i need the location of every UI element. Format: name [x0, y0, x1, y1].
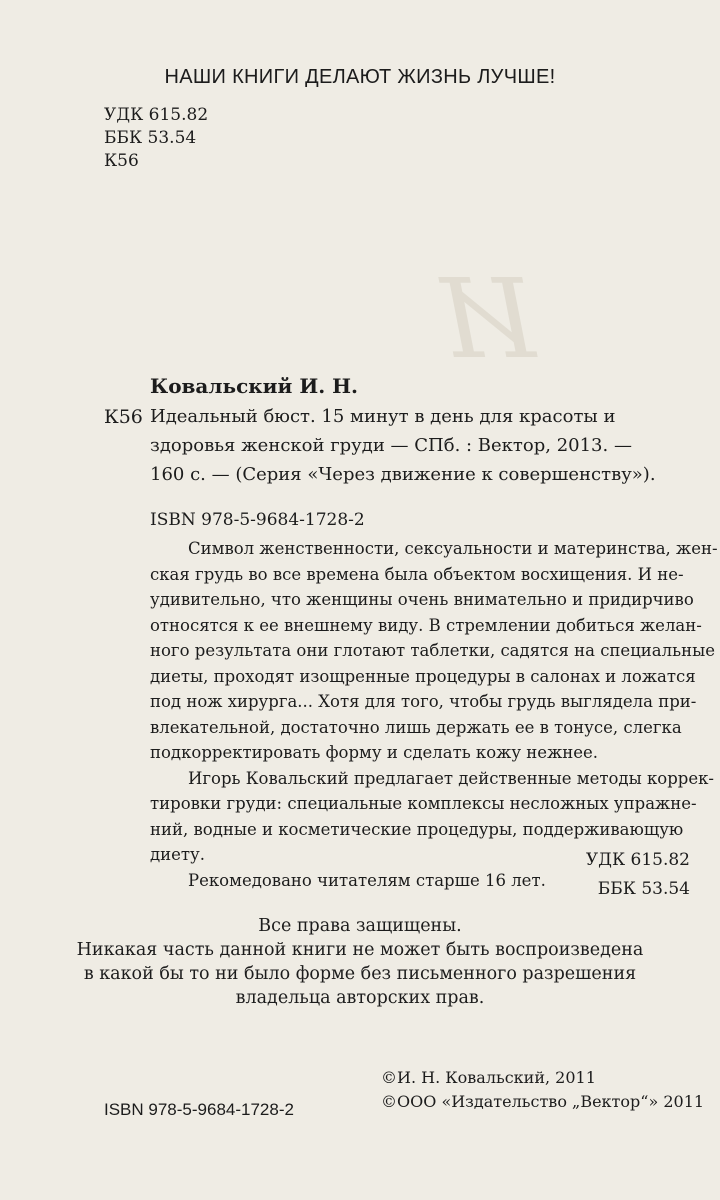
annotation-line: удивительно, что женщины очень внимательно и придирчиво	[150, 590, 694, 609]
author-code: К56	[104, 406, 143, 428]
bbk-code: ББК 53.54	[104, 128, 197, 148]
biblio-line: здоровья женской груди — СПб. : Вектор, 2013. —	[150, 435, 632, 456]
classification-codes-bottom	[586, 846, 690, 904]
annotation-line: подкорректировать форму и сделать кожу нежнее.	[150, 743, 599, 762]
udk-code: УДК 615.82	[104, 105, 209, 125]
annotation-line: диеты, проходят изощренные процедуры в салонах и ложатся	[150, 666, 696, 686]
copyright-author: ©И. Н. Ковальский, 2011	[381, 1068, 596, 1087]
isbn-footer: ISBN 978-5-9684-1728-2	[104, 1100, 294, 1119]
annotation-line: ного результата они глотают таблетки, садятся на специальные	[150, 641, 715, 660]
annotation-line: диету.	[150, 845, 206, 864]
annotation-line: влекательной, достаточно лишь держать ее в тонусе, слегка	[150, 717, 682, 737]
annotation-line: ская грудь во все времена была объектом восхищения. И не-	[150, 564, 684, 584]
isbn-main: ISBN 978-5-9684-1728-2	[150, 510, 365, 530]
annotation-line: ний, водные и косметические процедуры, поддерживающую	[150, 819, 684, 839]
publisher-slogan: НАШИ КНИГИ ДЕЛАЮТ ЖИЗНЬ ЛУЧШЕ!	[164, 66, 556, 88]
rights-line: Все права защищены.	[258, 916, 462, 936]
bibliographic-description	[150, 402, 695, 489]
rights-line: Никакая часть данной книги не может быть воспроизведена	[76, 940, 644, 960]
biblio-line: Идеальный бюст. 15 минут в день для красоты и	[150, 406, 616, 427]
annotation-line: Символ женственности, сексуальности и материнства, жен-	[188, 539, 718, 558]
udk-code: УДК 615.82	[585, 850, 690, 870]
copyright-publisher: ©ООО «Издательство „Вектор“» 2011	[381, 1092, 705, 1111]
copyright-block	[381, 1066, 704, 1114]
rights-line: владельца авторских прав.	[235, 988, 485, 1008]
age-restriction-note: Рекомедовано читателям старше 16 лет.	[188, 870, 546, 890]
annotation-line: под нож хирурга... Хотя для того, чтобы грудь выглядела при-	[150, 692, 697, 711]
author-mark: К56	[104, 151, 139, 171]
classification-codes-top	[104, 104, 208, 173]
annotation	[150, 536, 718, 893]
annotation-line: Игорь Ковальский предлагает действенные методы коррек-	[188, 768, 714, 788]
annotation-line: относятся к ее внешнему виду. В стремлении добиться желан-	[150, 615, 702, 635]
biblio-line: 160 с. — (Серия «Через движение к совершенству»).	[150, 464, 656, 485]
annotation-line: тировки груди: специальные комплексы несложных упражне-	[150, 794, 697, 813]
author-name: Ковальский И. Н.	[150, 374, 358, 398]
rights-line: в какой бы то ни было форме без письменного разрешения	[83, 964, 637, 984]
bbk-code: ББК 53.54	[597, 879, 690, 899]
rights-notice	[0, 914, 720, 1010]
show-through-letter-ghost: И	[440, 255, 536, 383]
